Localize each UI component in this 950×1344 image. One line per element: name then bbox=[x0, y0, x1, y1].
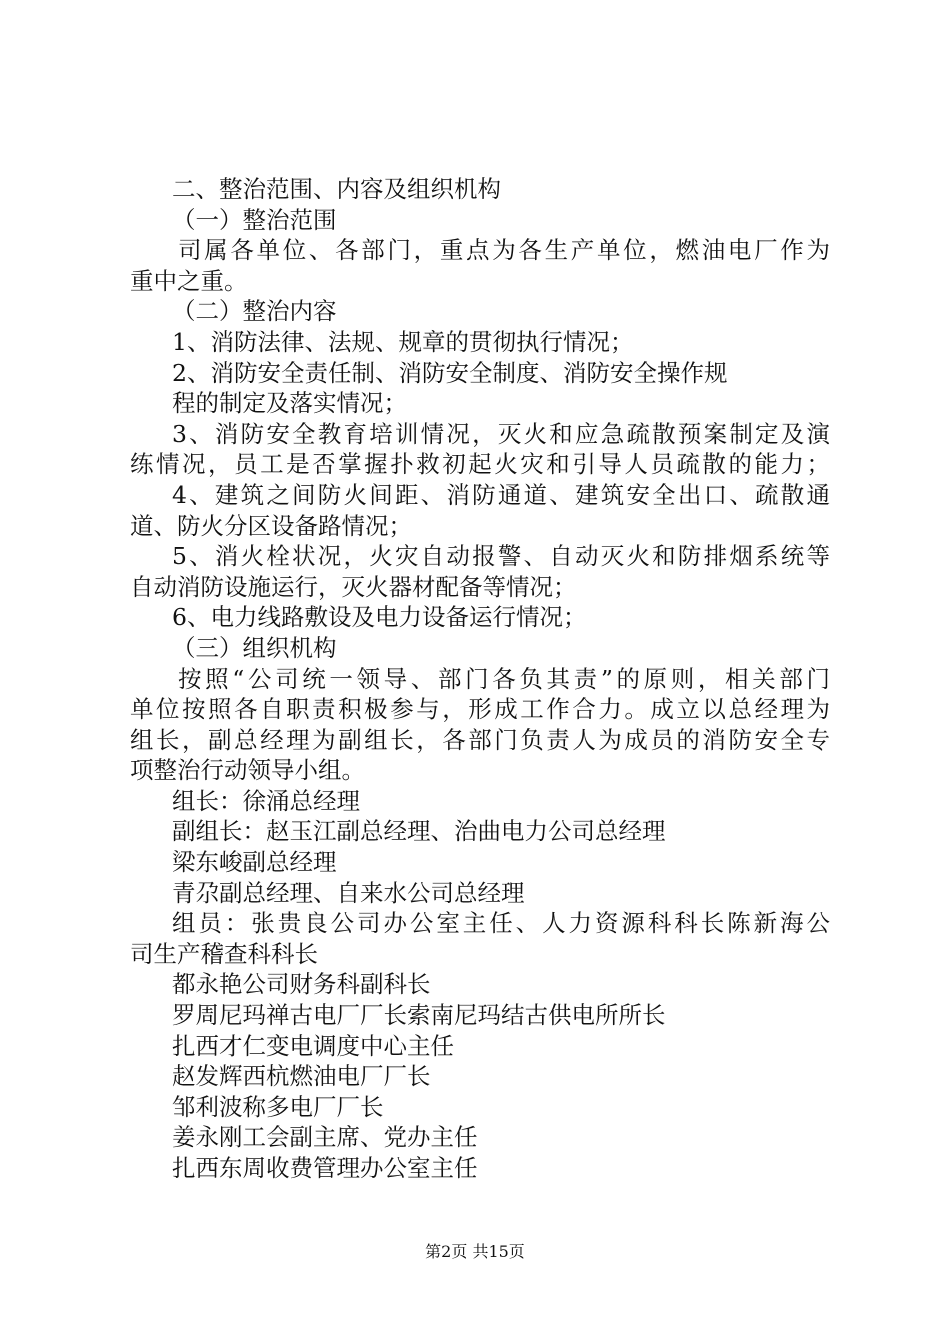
list-item: 6、电力线路敷设及电力设备运行情况； bbox=[172, 603, 587, 632]
member-line: 副组长：赵玉江副总经理、治曲电力公司总经理 bbox=[172, 817, 666, 846]
subsection-heading: （三）组织机构 bbox=[172, 633, 337, 662]
paragraph-line: 重中之重。 bbox=[130, 266, 248, 295]
subsection-heading: （一）整治范围 bbox=[172, 205, 337, 234]
document-body bbox=[130, 174, 830, 1184]
member-line: 青尕副总经理、自来水公司总经理 bbox=[172, 878, 525, 907]
member-line-continuation: 司生产稽查科科长 bbox=[130, 939, 318, 968]
list-item-continuation: 道、防火分区设备路情况； bbox=[130, 511, 412, 540]
subsection-heading: （二）整治内容 bbox=[172, 297, 337, 326]
list-item: 3、消防安全教育培训情况，灭火和应急疏散预案制定及演 bbox=[172, 419, 830, 448]
list-item: 2、消防安全责任制、消防安全制度、消防安全操作规 bbox=[172, 358, 728, 387]
member-line: 扎西东周收费管理办公室主任 bbox=[172, 1154, 478, 1182]
paragraph-line: 单位按照各自职责积极参与，形成工作合力。成立以总经理为 bbox=[130, 695, 830, 724]
member-line: 赵发辉西杭燃油电厂厂长 bbox=[172, 1062, 431, 1091]
list-item-continuation: 程的制定及落实情况； bbox=[172, 389, 407, 418]
member-line: 组长：徐涌总经理 bbox=[172, 786, 360, 815]
member-line: 组员：张贵良公司办公室主任、人力资源科科长陈新海公 bbox=[172, 909, 830, 938]
member-line: 扎西才仁变电调度中心主任 bbox=[172, 1031, 454, 1060]
paragraph-line: 司属各单位、各部门，重点为各生产单位，燃油电厂作为 bbox=[178, 236, 830, 265]
page-number-footer: 第2页 共15页 bbox=[425, 1242, 525, 1261]
list-item-continuation: 练情况，员工是否掌握扑救初起火灾和引导人员疏散的能力； bbox=[130, 450, 830, 479]
list-item: 4、建筑之间防火间距、消防通道、建筑安全出口、疏散通 bbox=[172, 480, 830, 509]
paragraph-line: 组长，副总经理为副组长，各部门负责人为成员的消防安全专 bbox=[130, 725, 830, 754]
paragraph-line: 项整治行动领导小组。 bbox=[130, 756, 365, 785]
list-item-continuation: 自动消防设施运行，灭火器材配备等情况； bbox=[130, 572, 577, 601]
member-line: 梁东峻副总经理 bbox=[172, 848, 337, 877]
member-line: 都永艳公司财务科副科长 bbox=[172, 970, 431, 999]
paragraph-line: 按照“公司统一领导、部门各负其责”的原则，相关部门 bbox=[178, 664, 830, 693]
list-item: 1、消防法律、法规、规章的贯彻执行情况； bbox=[172, 327, 634, 356]
section-heading: 二、整治范围、内容及组织机构 bbox=[172, 175, 501, 203]
member-line: 姜永刚工会副主席、党办主任 bbox=[172, 1123, 478, 1152]
member-line: 罗周尼玛禅古电厂厂长索南尼玛结古供电所所长 bbox=[172, 1001, 666, 1030]
member-line: 邹利波称多电厂厂长 bbox=[172, 1092, 384, 1121]
list-item: 5、消火栓状况，火灾自动报警、自动灭火和防排烟系统等 bbox=[172, 542, 830, 571]
